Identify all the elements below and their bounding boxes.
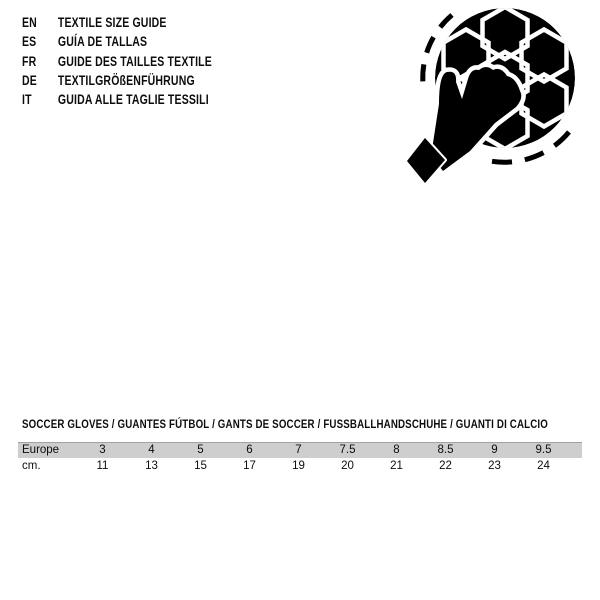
cm-size-value: 24 (537, 460, 550, 472)
europe-size-value: 7 (295, 444, 302, 456)
guide-title-it: GUIDA ALLE TAGLIE TESSILI (57, 92, 209, 108)
cm-size-value: 20 (341, 460, 354, 472)
cm-size-value: 19 (292, 460, 305, 472)
language-code: ES (22, 34, 37, 50)
europe-size-value: 6 (246, 444, 253, 456)
cm-size-value: 13 (145, 460, 158, 472)
size-table-row-cm (18, 458, 582, 475)
language-row-es (22, 32, 212, 51)
europe-size-value: 3 (99, 444, 106, 456)
europe-size-value: 8.5 (437, 444, 454, 456)
language-row-it (22, 90, 212, 109)
row-label-cm: cm. (22, 460, 41, 472)
cm-size-value: 22 (439, 460, 452, 472)
cm-size-value: 23 (488, 460, 501, 472)
europe-size-value: 5 (197, 444, 204, 456)
guide-title-fr: GUIDE DES TAILLES TEXTILE (57, 53, 212, 69)
europe-size-value: 9 (491, 444, 498, 456)
guide-title-es: GUÍA DE TALLAS (57, 34, 148, 50)
language-row-de (22, 71, 212, 90)
size-chart-title: SOCCER GLOVES / GUANTES FÚTBOL / GANTS DE SOCCER / FUSSBALLHANDSCHUHE / GUANTI DI CALCIO (22, 417, 549, 431)
goalkeeper-glove-soccer-ball-icon (406, 4, 590, 188)
language-row-en (22, 13, 212, 32)
language-title-list (22, 13, 212, 109)
language-code: DE (22, 72, 37, 88)
row-label-europe: Europe (22, 444, 60, 456)
language-code: IT (22, 92, 32, 108)
language-code: FR (22, 53, 37, 69)
europe-size-value: 8 (393, 444, 400, 456)
cm-size-value: 17 (243, 460, 256, 472)
size-table-row-europe (18, 442, 582, 458)
language-row-fr (22, 52, 212, 71)
cm-size-value: 11 (96, 460, 109, 472)
guide-title-de: TEXTILGRÖßENFÜHRUNG (57, 72, 195, 88)
size-table (18, 442, 582, 475)
europe-size-value: 7.5 (339, 444, 356, 456)
europe-size-value: 9.5 (535, 444, 552, 456)
cm-size-value: 21 (390, 460, 403, 472)
cm-size-value: 15 (194, 460, 207, 472)
guide-title-en: TEXTILE SIZE GUIDE (57, 15, 167, 30)
europe-size-value: 4 (148, 444, 155, 456)
language-code: EN (22, 15, 37, 30)
